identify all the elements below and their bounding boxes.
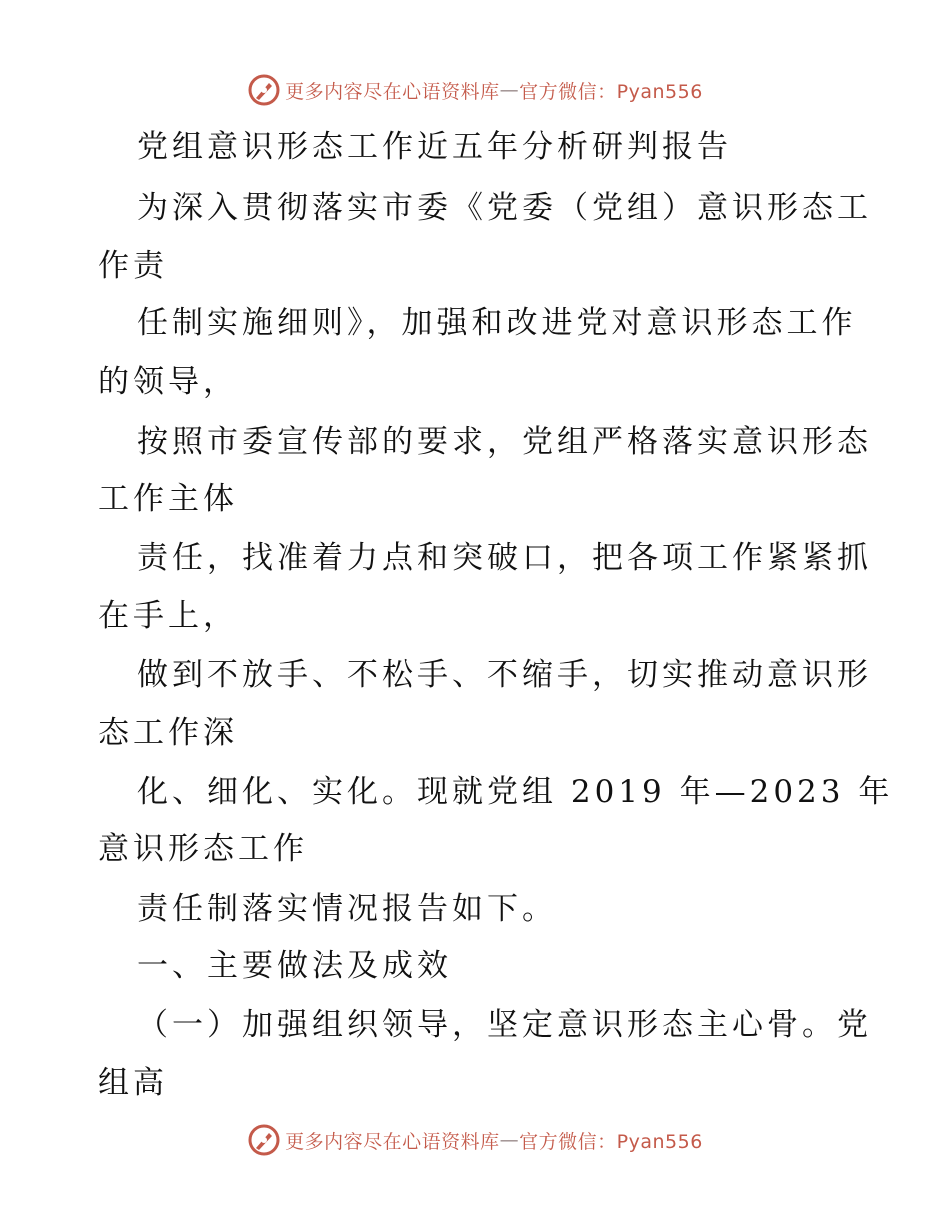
watermark-header bbox=[0, 70, 950, 110]
paragraph-line: 化、细化、实化。现就党组 2019 年—2023 年 bbox=[137, 774, 894, 810]
watermark-contact: 官方微信：Pyan556 bbox=[519, 1130, 703, 1153]
pen-logo-icon bbox=[247, 1123, 281, 1157]
paragraph-line: 按照市委宣传部的要求，党组严格落实意识形态 bbox=[137, 424, 872, 460]
paragraph-line: 责任制落实情况报告如下。 bbox=[137, 891, 557, 927]
watermark-contact: 官方微信：Pyan556 bbox=[519, 80, 703, 103]
paragraph-line: 组高 bbox=[98, 1065, 168, 1101]
paragraph-line: 意识形态工作 bbox=[98, 831, 308, 867]
paragraph-line: 为深入贯彻落实市委《党委（党组）意识形态工 bbox=[137, 190, 872, 226]
paragraph-line: 任制实施细则》，加强和改进党对意识形态工作 bbox=[137, 305, 857, 341]
section-heading: 一、主要做法及成效 bbox=[137, 948, 452, 984]
document-title: 党组意识形态工作近五年分析研判报告 bbox=[137, 129, 732, 165]
pen-logo-icon bbox=[247, 73, 281, 107]
paragraph-line: 责任，找准着力点和突破口，把各项工作紧紧抓 bbox=[137, 540, 872, 576]
paragraph-line: 作责 bbox=[98, 248, 168, 284]
paragraph-line: 态工作深 bbox=[98, 715, 238, 751]
watermark-main-text: 更多内容尽在心语资料库 bbox=[285, 80, 500, 103]
watermark-footer bbox=[0, 1120, 950, 1160]
paragraph-line: 做到不放手、不松手、不缩手，切实推动意识形 bbox=[137, 657, 872, 693]
watermark-main-text: 更多内容尽在心语资料库 bbox=[285, 1130, 500, 1153]
watermark-dash: — bbox=[499, 1129, 520, 1151]
paragraph-line: 在手上， bbox=[98, 598, 238, 634]
subsection-heading: （一）加强组织领导，坚定意识形态主心骨。党 bbox=[137, 1007, 872, 1043]
paragraph-line: 工作主体 bbox=[98, 481, 238, 517]
paragraph-line: 的领导， bbox=[98, 364, 238, 400]
watermark-dash: — bbox=[499, 79, 520, 101]
